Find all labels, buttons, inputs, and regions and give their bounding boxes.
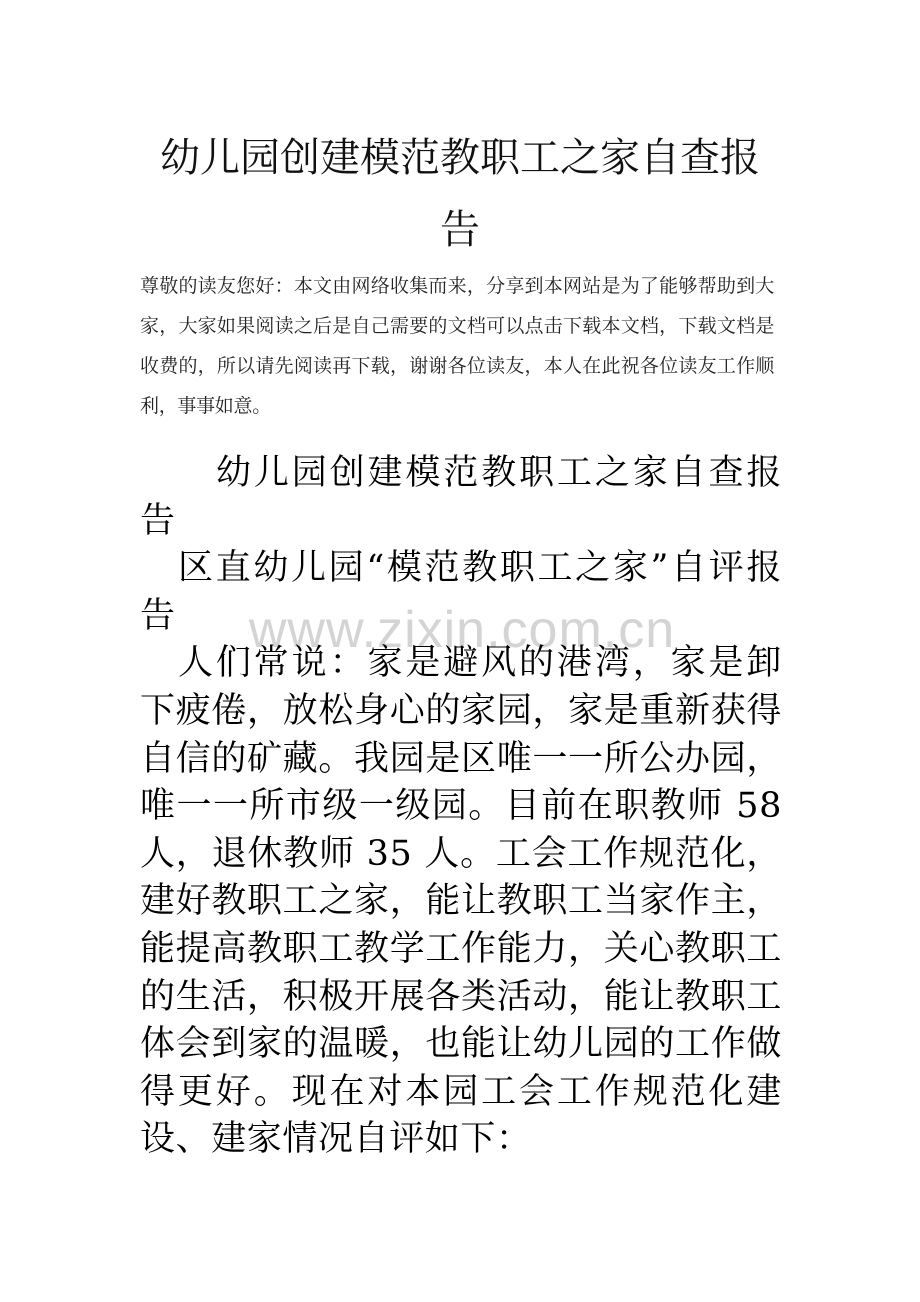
document-title (140, 122, 780, 266)
document-title-line2: 告 (440, 207, 480, 253)
body-heading-2: 区直幼儿园“模范教职工之家”自评报告 (140, 548, 782, 636)
document-body (140, 450, 782, 1164)
reader-notice: 尊敬的读友您好：本文由网络收集而来，分享到本网站是为了能够帮助到大家，大家如果阅读之后是自己需要的文档可以点击下载本文档，下载文档是收费的，所以请先阅读再下载，谢谢各位读友，本人在此祝各位读友工作顺利，事事如意。 (140, 275, 774, 417)
watermark: www.zixin.com.cn (248, 601, 676, 659)
body-paragraph-1: 人们常说：家是避风的港湾，家是卸下疲倦，放松身心的家园，家是重新获得自信的矿藏。我园是区唯一一所公办园，唯一一所市级一级园。目前在职教师 58 人，退休教师 35 人。工会工作规范化，建好教职工之家，能让教职工当家作主，能提高教职工教学工作能力，关心教职工的生活，积极开展各类活动，能让教职工体会到家的温暖，也能让幼儿园的工作做得更好。现在对本园工会工作规范化建设、建家情况自评如下： (140, 643, 782, 1160)
document-title-line1: 幼儿园创建模范教职工之家自查报 (160, 135, 760, 181)
body-heading-1: 幼儿园创建模范教职工之家自查报告 (140, 453, 782, 541)
